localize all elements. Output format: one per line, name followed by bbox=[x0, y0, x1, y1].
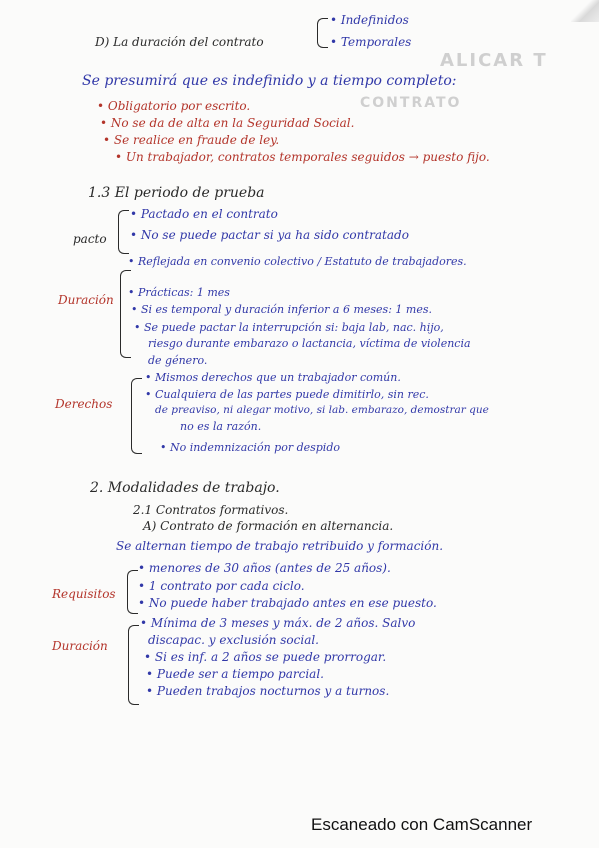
requisitos-label: Requisitos bbox=[52, 587, 116, 601]
presume-heading: Se presumirá que es indefinido y a tiempo completo: bbox=[82, 73, 457, 89]
duracion-item: • Prácticas: 1 mes bbox=[128, 286, 230, 299]
brace bbox=[127, 570, 138, 614]
brace bbox=[118, 210, 129, 254]
folded-corner bbox=[571, 0, 599, 22]
duracion-alternancia-item: discapac. y exclusión social. bbox=[148, 633, 319, 647]
duracion-alternancia-item: • Mínima de 3 meses y máx. de 2 años. Salvo bbox=[140, 616, 416, 630]
derechos-item: • Mismos derechos que un trabajador común. bbox=[145, 371, 401, 384]
derechos-item: • Cualquiera de las partes puede dimitirlo, sin rec. bbox=[145, 388, 429, 401]
brace bbox=[131, 378, 142, 454]
modalities-sub-a: A) Contrato de formación en alternancia. bbox=[143, 519, 394, 533]
scanner-watermark: Escaneado con CamScanner bbox=[311, 815, 533, 834]
derechos-item: de preaviso, ni alegar motivo, si lab. embarazo, demostrar que bbox=[155, 404, 489, 416]
requisitos-item: • No puede haber trabajado antes en ese puesto. bbox=[138, 596, 437, 610]
modalities-intro: Se alternan tiempo de trabajo retribuido y formación. bbox=[116, 539, 444, 553]
duracion-item: • Se puede pactar la interrupción si: baja lab, nac. hijo, bbox=[134, 321, 444, 334]
section-d-title: D) La duración del contrato bbox=[95, 35, 264, 49]
brace bbox=[128, 625, 139, 705]
duracion-alternancia-label: Duración bbox=[52, 639, 108, 653]
pacto-item: • No se puede pactar si ya ha sido contratado bbox=[130, 228, 409, 242]
modalities-heading: 2. Modalidades de trabajo. bbox=[90, 480, 280, 496]
duracion-item: de género. bbox=[148, 354, 208, 367]
duracion-item: • Si es temporal y duración inferior a 6 meses: 1 mes. bbox=[131, 303, 432, 316]
duracion-alternancia-item: • Puede ser a tiempo parcial. bbox=[146, 667, 324, 681]
brace bbox=[317, 18, 328, 48]
duracion-label: Duración bbox=[58, 293, 114, 307]
pacto-item: • Pactado en el contrato bbox=[130, 207, 278, 221]
presume-item: • No se da de alta en la Seguridad Social. bbox=[100, 116, 355, 130]
option-indefinidos: • Indefinidos bbox=[330, 13, 409, 27]
pacto-label: pacto bbox=[73, 232, 107, 246]
trial-heading: 1.3 El periodo de prueba bbox=[88, 185, 265, 201]
option-temporales: • Temporales bbox=[330, 35, 412, 49]
presume-item: • Obligatorio por escrito. bbox=[97, 99, 251, 113]
presume-item: • Un trabajador, contratos temporales seguidos → puesto fijo. bbox=[115, 150, 490, 164]
derechos-item: no es la razón. bbox=[180, 420, 262, 433]
derechos-item: • No indemnización por despido bbox=[160, 441, 340, 454]
duracion-item: • Reflejada en convenio colectivo / Estatuto de trabajadores. bbox=[128, 255, 467, 268]
requisitos-item: • 1 contrato por cada ciclo. bbox=[138, 579, 305, 593]
derechos-label: Derechos bbox=[55, 397, 113, 411]
requisitos-item: • menores de 30 años (antes de 25 años). bbox=[138, 561, 391, 575]
duracion-alternancia-item: • Pueden trabajos nocturnos y a turnos. bbox=[146, 684, 390, 698]
modalities-sub: 2.1 Contratos formativos. bbox=[133, 503, 289, 517]
duracion-item: riesgo durante embarazo o lactancia, víctima de violencia bbox=[148, 337, 471, 350]
brace bbox=[120, 270, 131, 358]
bleed-through-text: CONTRATO bbox=[360, 95, 462, 111]
bleed-through-text: ALICAR T bbox=[440, 50, 548, 71]
presume-item: • Se realice en fraude de ley. bbox=[103, 133, 280, 147]
duracion-alternancia-item: • Si es inf. a 2 años se puede prorrogar. bbox=[144, 650, 387, 664]
